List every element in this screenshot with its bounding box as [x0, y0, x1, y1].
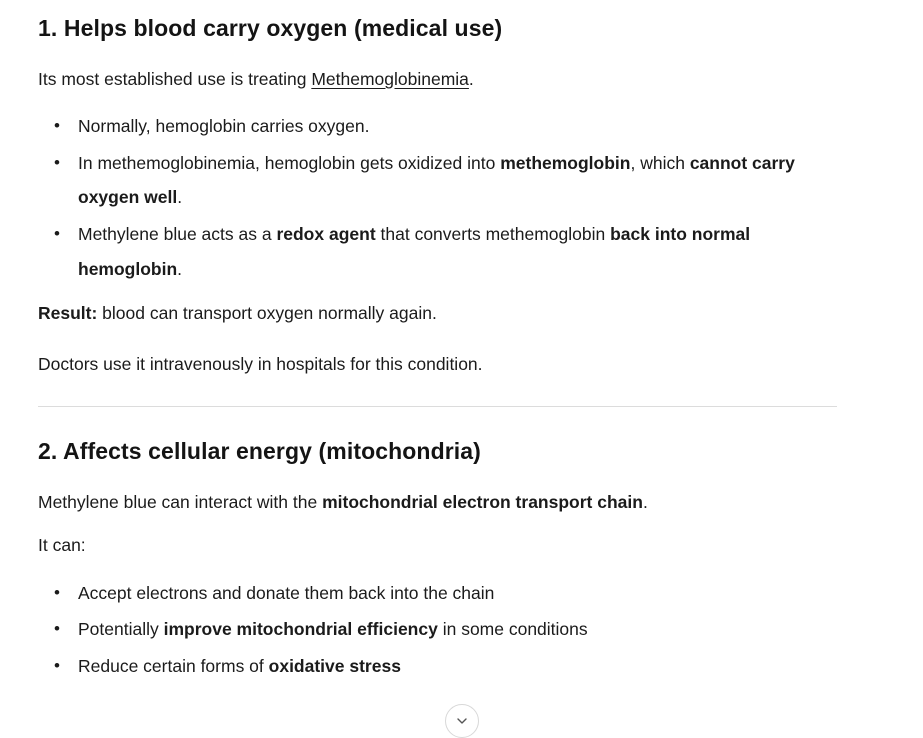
section-2-intro-bold: mitochondrial electron transport chain [322, 492, 643, 513]
section-1-result [38, 300, 837, 327]
plain-text: Potentially [78, 619, 164, 640]
list-item [78, 612, 837, 647]
plain-text: Methylene blue acts as a [78, 223, 277, 244]
section-2-intro-prefix: Methylene blue can interact with the [38, 492, 323, 513]
list-item [78, 217, 837, 286]
list-item [78, 146, 837, 215]
section-1-bullet-list [38, 109, 837, 286]
list-item [78, 649, 837, 684]
section-1-heading: 1. Helps blood carry oxygen (medical use) [38, 15, 503, 41]
section-1-intro-suffix: . [468, 68, 474, 89]
emphasis-text: oxidative stress [268, 655, 401, 676]
plain-text: In methemoglobinemia, hemoglobin gets oxidized into [78, 152, 501, 173]
result-label: Result: [38, 303, 98, 324]
emphasis-text: improve mitochondrial efficiency [163, 619, 438, 640]
section-1-intro-prefix: Its most established use is treating [38, 68, 312, 89]
plain-text: in some conditions [437, 619, 588, 640]
plain-text: Reduce certain forms of [78, 655, 269, 676]
plain-text: , which [630, 152, 690, 173]
list-item [78, 576, 837, 611]
chevron-down-icon [455, 714, 469, 728]
plain-text: . [177, 187, 183, 208]
section-1-intro [38, 66, 837, 93]
document-body [0, 14, 923, 684]
section-2-bullet-list [38, 576, 837, 684]
emphasis-text: back into normal hemoglobin [78, 223, 751, 279]
plain-text: that converts methemoglobin [375, 223, 611, 244]
section-2-intro [38, 489, 837, 516]
section-2-heading: 2. Affects cellular energy (mitochondria) [38, 438, 481, 465]
emphasis-text: redox agent [276, 223, 376, 244]
section-1-closing: Doctors use it intravenously in hospitals for this condition. [38, 354, 483, 375]
list-item [78, 109, 837, 144]
emphasis-text: methemoglobin [500, 152, 631, 173]
methemoglobinemia-link[interactable]: Methemoglobinemia [311, 68, 469, 89]
plain-text: Accept electrons and donate them back into the chain [78, 582, 495, 603]
result-text: blood can transport oxygen normally again. [97, 303, 437, 324]
section-2-itcan: It can: [38, 535, 86, 556]
section-divider [38, 406, 837, 407]
scroll-down-button[interactable] [445, 704, 479, 738]
section-2-intro-suffix: . [642, 492, 648, 513]
plain-text: . [177, 258, 183, 279]
emphasis-text: cannot carry oxygen well [78, 152, 795, 208]
plain-text: Normally, hemoglobin carries oxygen. [78, 116, 370, 137]
